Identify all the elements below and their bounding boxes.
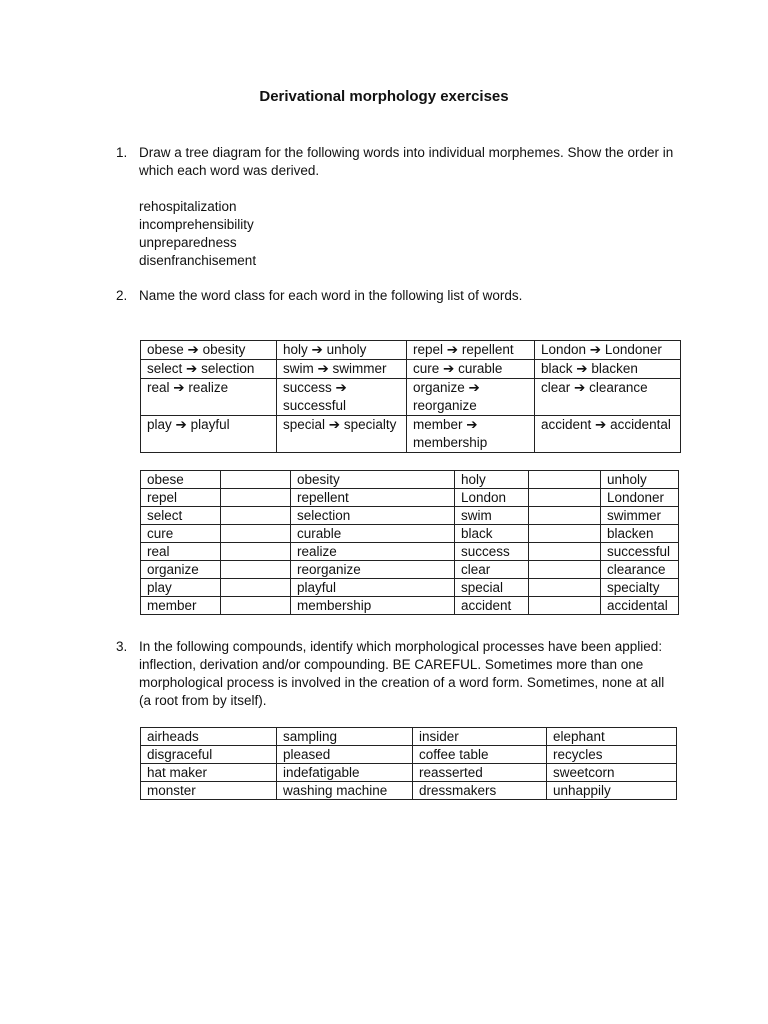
table-cell: repellent	[291, 489, 455, 507]
word-pairs-table	[140, 340, 681, 453]
table-cell: organize	[141, 561, 221, 579]
table-cell: obese	[141, 471, 221, 489]
table-cell: real ➔ realize	[141, 379, 277, 416]
table-cell: sweetcorn	[547, 764, 677, 782]
table-cell: member ➔ membership	[407, 416, 535, 453]
table-cell: clearance	[601, 561, 679, 579]
table-cell: member	[141, 597, 221, 615]
table-cell: swimmer	[601, 507, 679, 525]
table-cell: washing machine	[277, 782, 413, 800]
table-cell: dressmakers	[413, 782, 547, 800]
answer-blank-cell[interactable]	[529, 507, 601, 525]
table-cell: select	[141, 507, 221, 525]
table-cell: black ➔ blacken	[535, 360, 681, 379]
table-cell: London	[455, 489, 529, 507]
table-cell: cure	[141, 525, 221, 543]
table-cell: swim ➔ swimmer	[277, 360, 407, 379]
table-cell: elephant	[547, 728, 677, 746]
question-1	[116, 144, 676, 180]
table-cell: repel ➔ repellent	[407, 341, 535, 360]
answer-blank-cell[interactable]	[221, 471, 291, 489]
table-cell: realize	[291, 543, 455, 561]
table-cell: special ➔ specialty	[277, 416, 407, 453]
table-cell: accident	[455, 597, 529, 615]
word-list-item: disenfranchisement	[139, 253, 257, 268]
answer-blank-cell[interactable]	[529, 543, 601, 561]
table-row	[141, 341, 681, 360]
word-class-answer-table	[140, 470, 679, 615]
table-cell: play ➔ playful	[141, 416, 277, 453]
table-cell: membership	[291, 597, 455, 615]
table-row	[141, 507, 679, 525]
compounds-table	[140, 727, 677, 800]
table-cell: accidental	[601, 597, 679, 615]
answer-blank-cell[interactable]	[529, 471, 601, 489]
word-list-item: rehospitalization	[139, 199, 237, 214]
table-row	[141, 561, 679, 579]
table-cell: sampling	[277, 728, 413, 746]
page-title: Derivational morphology exercises	[259, 88, 509, 105]
table-cell: cure ➔ curable	[407, 360, 535, 379]
table-cell: playful	[291, 579, 455, 597]
table-row	[141, 360, 681, 379]
table-cell: repel	[141, 489, 221, 507]
table-cell: disgraceful	[141, 746, 277, 764]
table-cell: play	[141, 579, 221, 597]
table-row	[141, 728, 677, 746]
answer-blank-cell[interactable]	[529, 525, 601, 543]
table-cell: holy	[455, 471, 529, 489]
table-row	[141, 525, 679, 543]
word-list-item: incomprehensibility	[139, 217, 254, 232]
table-row	[141, 746, 677, 764]
table-cell: monster	[141, 782, 277, 800]
question-2-number: 2.	[116, 288, 128, 303]
table-row	[141, 764, 677, 782]
answer-blank-cell[interactable]	[221, 543, 291, 561]
table-row	[141, 489, 679, 507]
table-cell: obesity	[291, 471, 455, 489]
table-cell: hat maker	[141, 764, 277, 782]
table-cell: indefatigable	[277, 764, 413, 782]
table-cell: unhappily	[547, 782, 677, 800]
table-row	[141, 782, 677, 800]
table-row	[141, 471, 679, 489]
table-cell: special	[455, 579, 529, 597]
table-row	[141, 597, 679, 615]
table-cell: insider	[413, 728, 547, 746]
answer-blank-cell[interactable]	[529, 489, 601, 507]
table-cell: real	[141, 543, 221, 561]
table-cell: airheads	[141, 728, 277, 746]
question-3-number: 3.	[116, 639, 128, 654]
table-cell: clear ➔ clearance	[535, 379, 681, 416]
answer-blank-cell[interactable]	[529, 579, 601, 597]
table-cell: successful	[601, 543, 679, 561]
table-row	[141, 416, 681, 453]
table-cell: unholy	[601, 471, 679, 489]
answer-blank-cell[interactable]	[221, 507, 291, 525]
answer-blank-cell[interactable]	[221, 489, 291, 507]
table-row	[141, 543, 679, 561]
table-cell: black	[455, 525, 529, 543]
table-cell: swim	[455, 507, 529, 525]
answer-blank-cell[interactable]	[221, 561, 291, 579]
table-cell: London ➔ Londoner	[535, 341, 681, 360]
table-cell: Londoner	[601, 489, 679, 507]
table-row	[141, 379, 681, 416]
table-cell: select ➔ selection	[141, 360, 277, 379]
answer-blank-cell[interactable]	[221, 525, 291, 543]
table-cell: accident ➔ accidental	[535, 416, 681, 453]
table-cell: selection	[291, 507, 455, 525]
table-cell: clear	[455, 561, 529, 579]
question-1-number: 1.	[116, 145, 128, 160]
question-2-text: Name the word class for each word in the following list of words.	[139, 288, 523, 303]
answer-blank-cell[interactable]	[529, 597, 601, 615]
word-list-item: unpreparedness	[139, 235, 237, 250]
table-cell: success	[455, 543, 529, 561]
question-2	[116, 287, 676, 305]
question-1-text: Draw a tree diagram for the following words into individual morphemes. Show the order in which each word was derived.	[139, 145, 674, 178]
question-1-word-list	[139, 198, 256, 270]
table-cell: reasserted	[413, 764, 547, 782]
answer-blank-cell[interactable]	[221, 579, 291, 597]
question-3	[116, 638, 676, 710]
table-cell: curable	[291, 525, 455, 543]
question-3-text: In the following compounds, identify which morphological processes have been applied: inflection, derivation and/or compounding. BE CAREFUL. Sometimes more than one morphological process is involved in the creation of a word form. Sometimes, none at all (a root from by itself).	[139, 639, 665, 708]
table-cell: organize ➔ reorganize	[407, 379, 535, 416]
table-cell: specialty	[601, 579, 679, 597]
table-cell: coffee table	[413, 746, 547, 764]
table-cell: recycles	[547, 746, 677, 764]
table-cell: holy ➔ unholy	[277, 341, 407, 360]
table-cell: obese ➔ obesity	[141, 341, 277, 360]
answer-blank-cell[interactable]	[221, 597, 291, 615]
table-cell: reorganize	[291, 561, 455, 579]
table-cell: pleased	[277, 746, 413, 764]
table-row	[141, 579, 679, 597]
table-cell: blacken	[601, 525, 679, 543]
table-cell: success ➔ successful	[277, 379, 407, 416]
answer-blank-cell[interactable]	[529, 561, 601, 579]
